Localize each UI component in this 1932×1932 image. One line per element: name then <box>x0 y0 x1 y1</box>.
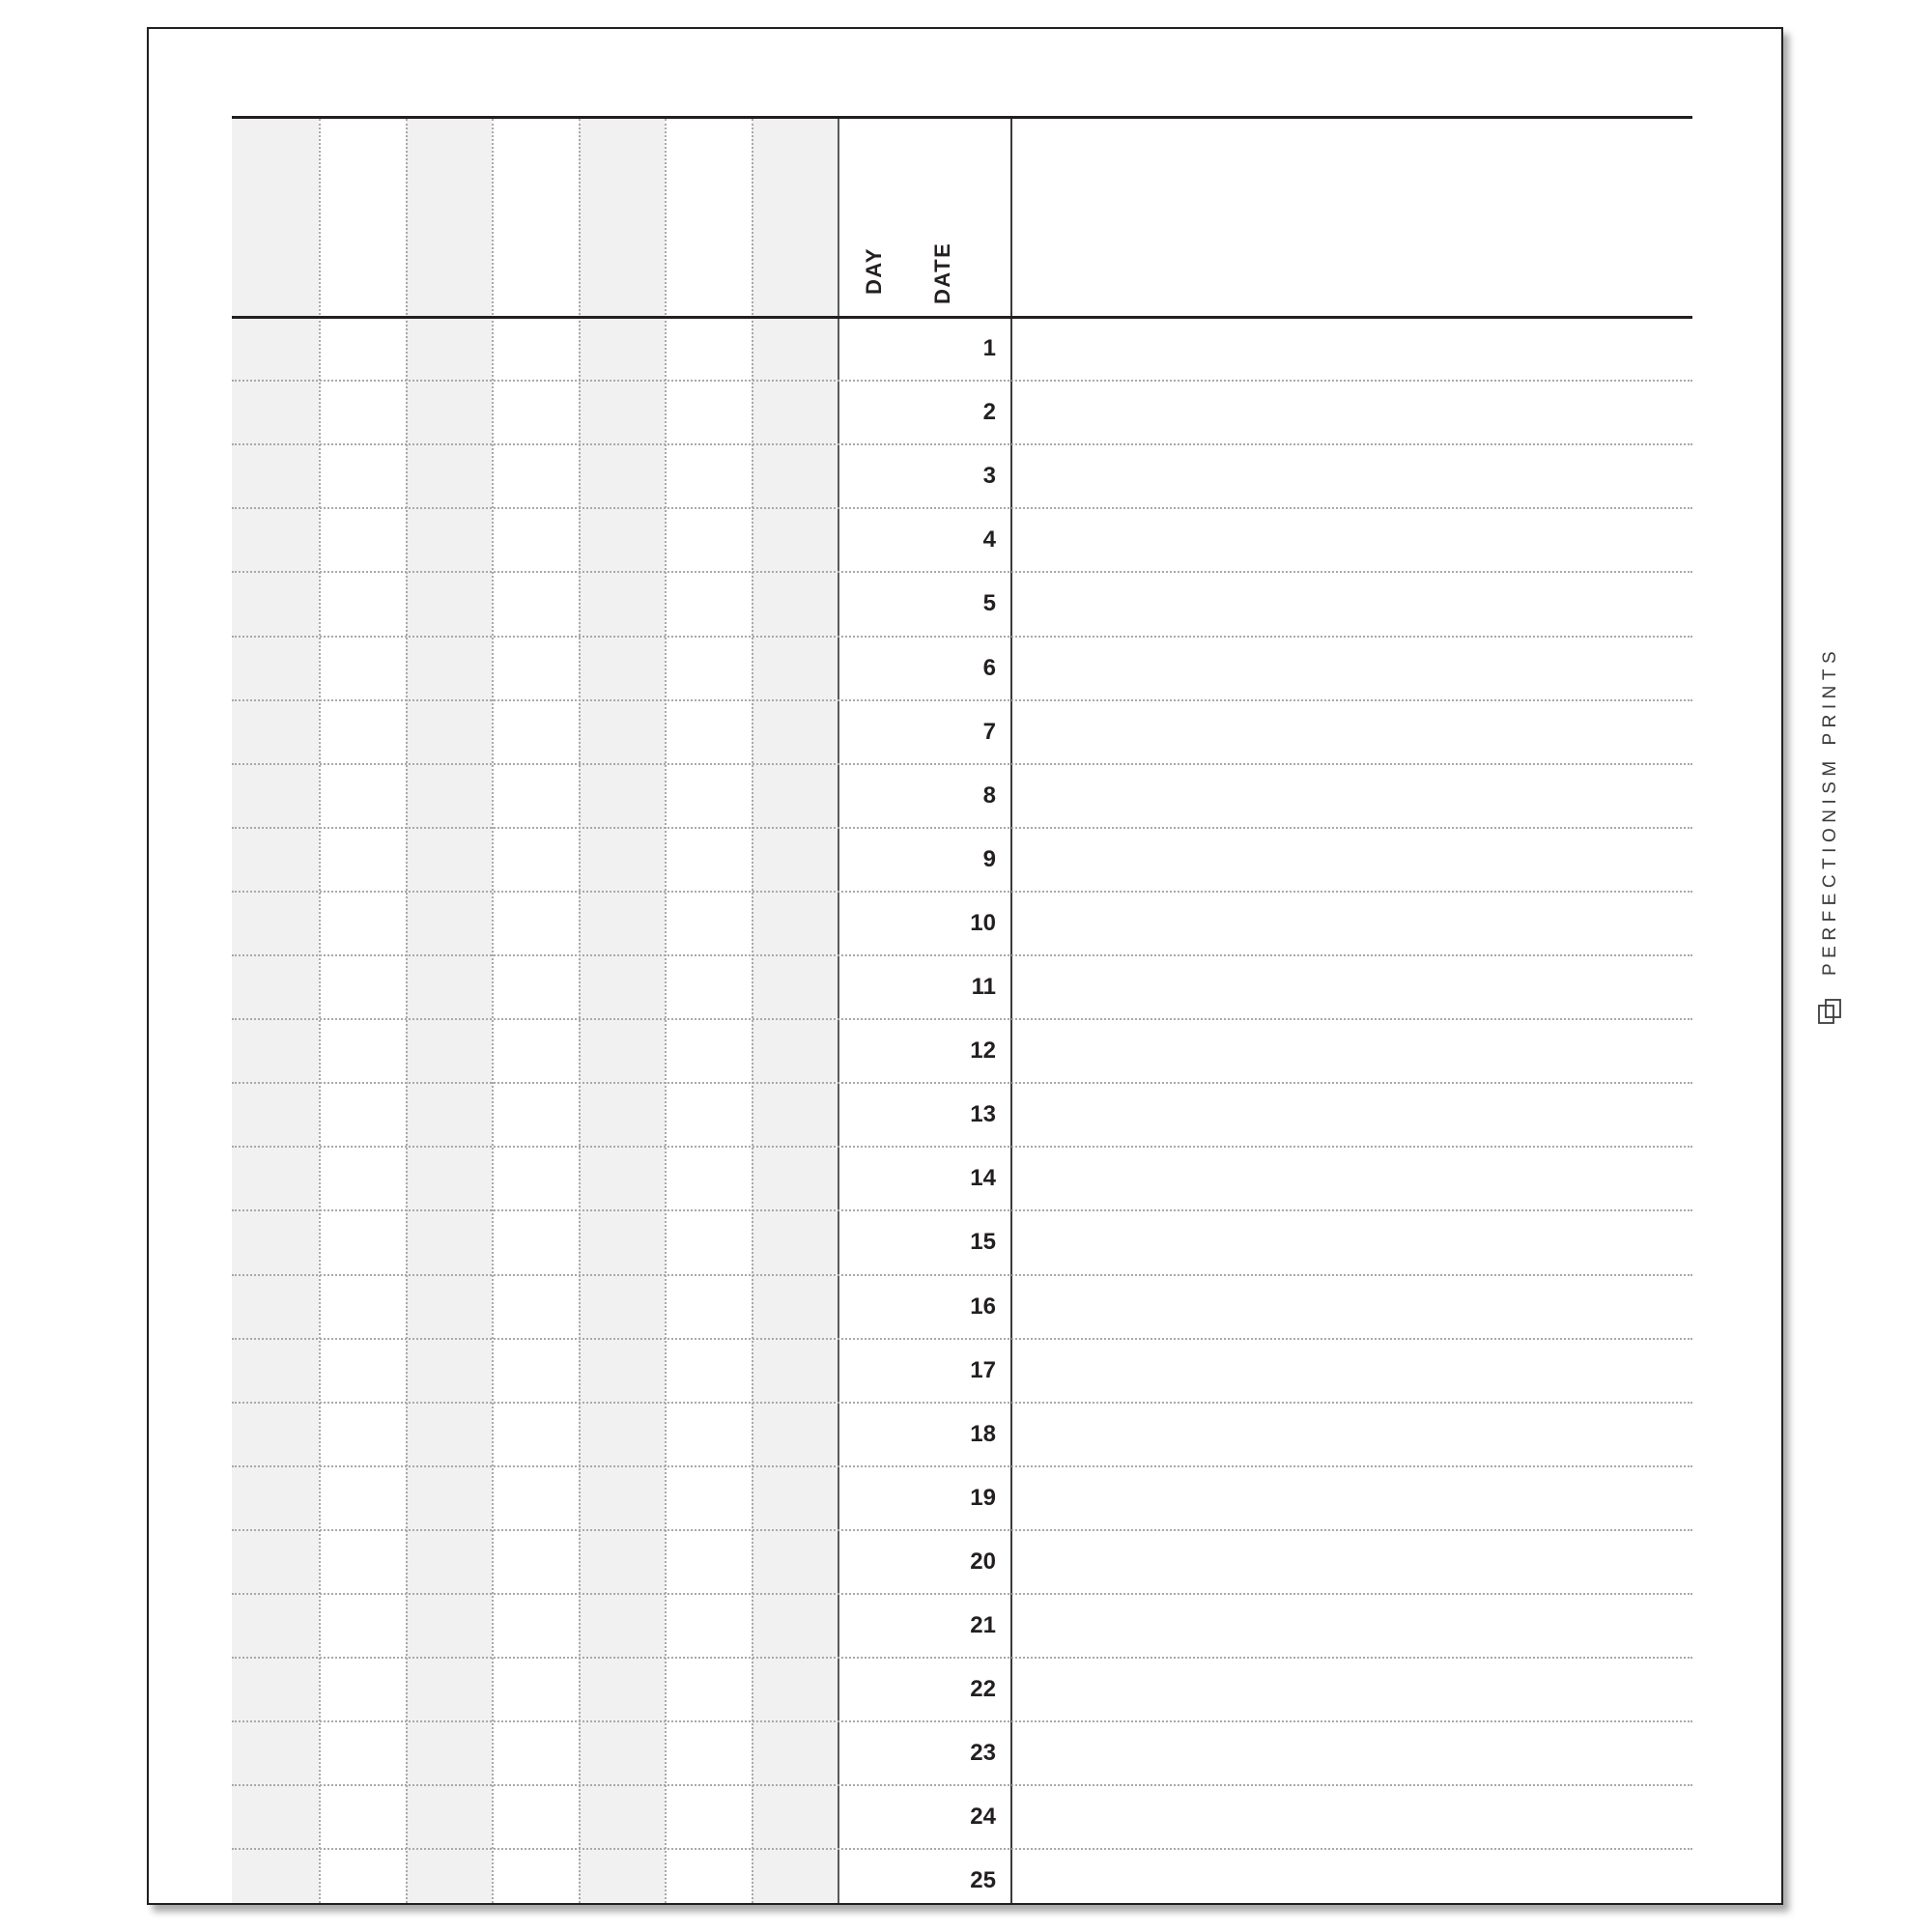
date-cell[interactable]: 16 <box>970 1293 996 1320</box>
column-divider-4 <box>579 119 581 1905</box>
date-cell[interactable]: 9 <box>982 845 996 872</box>
notes-column-left-rule <box>1010 116 1012 1905</box>
date-cell[interactable]: 25 <box>970 1867 996 1894</box>
date-cell[interactable]: 4 <box>982 526 996 554</box>
row-separator <box>232 1082 1692 1084</box>
shaded-column-1 <box>232 119 319 1905</box>
row-separator <box>232 380 1692 382</box>
tracker-table <box>232 116 1692 1905</box>
row-separator <box>232 1848 1692 1850</box>
row-separator <box>232 1018 1692 1020</box>
row-separator <box>232 1593 1692 1595</box>
shaded-column-3 <box>579 119 665 1905</box>
day-header-label: DAY <box>862 247 886 295</box>
row-separator <box>232 1784 1692 1786</box>
row-separator <box>232 507 1692 509</box>
header-bottom-rule <box>232 316 1692 319</box>
row-separator <box>232 1529 1692 1531</box>
row-separator <box>232 1465 1692 1467</box>
date-cell[interactable]: 1 <box>982 335 996 361</box>
header-top-rule <box>232 116 1692 119</box>
date-cell[interactable]: 5 <box>982 590 996 617</box>
date-cell[interactable]: 14 <box>970 1165 996 1192</box>
column-divider-2 <box>406 119 408 1905</box>
date-cell[interactable]: 7 <box>982 718 996 745</box>
column-divider-5 <box>665 119 667 1905</box>
date-cell[interactable]: 2 <box>982 399 996 426</box>
row-separator <box>232 1274 1692 1276</box>
row-separator <box>232 1402 1692 1404</box>
date-cell[interactable]: 10 <box>970 909 996 936</box>
date-cell[interactable]: 8 <box>982 781 996 809</box>
row-separator <box>232 891 1692 893</box>
row-separator <box>232 636 1692 638</box>
column-divider-3 <box>492 119 494 1905</box>
date-cell[interactable]: 23 <box>970 1740 996 1767</box>
row-separator <box>232 827 1692 829</box>
date-cell[interactable]: 11 <box>971 974 996 1000</box>
row-separator <box>232 443 1692 445</box>
date-cell[interactable]: 6 <box>982 654 996 681</box>
copy-squares-icon <box>1816 997 1845 1026</box>
date-cell[interactable]: 12 <box>970 1037 996 1065</box>
row-separator <box>232 1338 1692 1340</box>
date-cell[interactable]: 17 <box>970 1356 996 1383</box>
row-separator <box>232 699 1692 701</box>
row-separator <box>232 1720 1692 1722</box>
date-cell[interactable]: 21 <box>970 1612 996 1638</box>
date-cell[interactable]: 19 <box>970 1484 996 1511</box>
row-separator <box>232 1209 1692 1211</box>
row-separator <box>232 571 1692 573</box>
row-separator <box>232 1146 1692 1148</box>
date-cell[interactable]: 13 <box>970 1101 996 1128</box>
date-cell[interactable]: 18 <box>970 1420 996 1447</box>
date-cell[interactable]: 20 <box>970 1548 996 1575</box>
row-separator <box>232 763 1692 765</box>
row-separator <box>232 1657 1692 1659</box>
printable-sheet <box>147 27 1783 1905</box>
brand-label: PERFECTIONISM PRINTS <box>1820 645 1840 976</box>
shaded-column-4 <box>752 119 838 1905</box>
date-cell[interactable]: 24 <box>970 1804 996 1831</box>
day-column-left-rule <box>838 116 839 1905</box>
shaded-column-2 <box>406 119 492 1905</box>
date-header-label: DATE <box>930 242 954 304</box>
date-cell[interactable]: 22 <box>970 1676 996 1703</box>
column-divider-6 <box>752 119 753 1905</box>
column-divider-1 <box>319 119 321 1905</box>
row-separator <box>232 954 1692 956</box>
date-cell[interactable]: 15 <box>970 1229 996 1256</box>
date-cell[interactable]: 3 <box>982 463 996 490</box>
